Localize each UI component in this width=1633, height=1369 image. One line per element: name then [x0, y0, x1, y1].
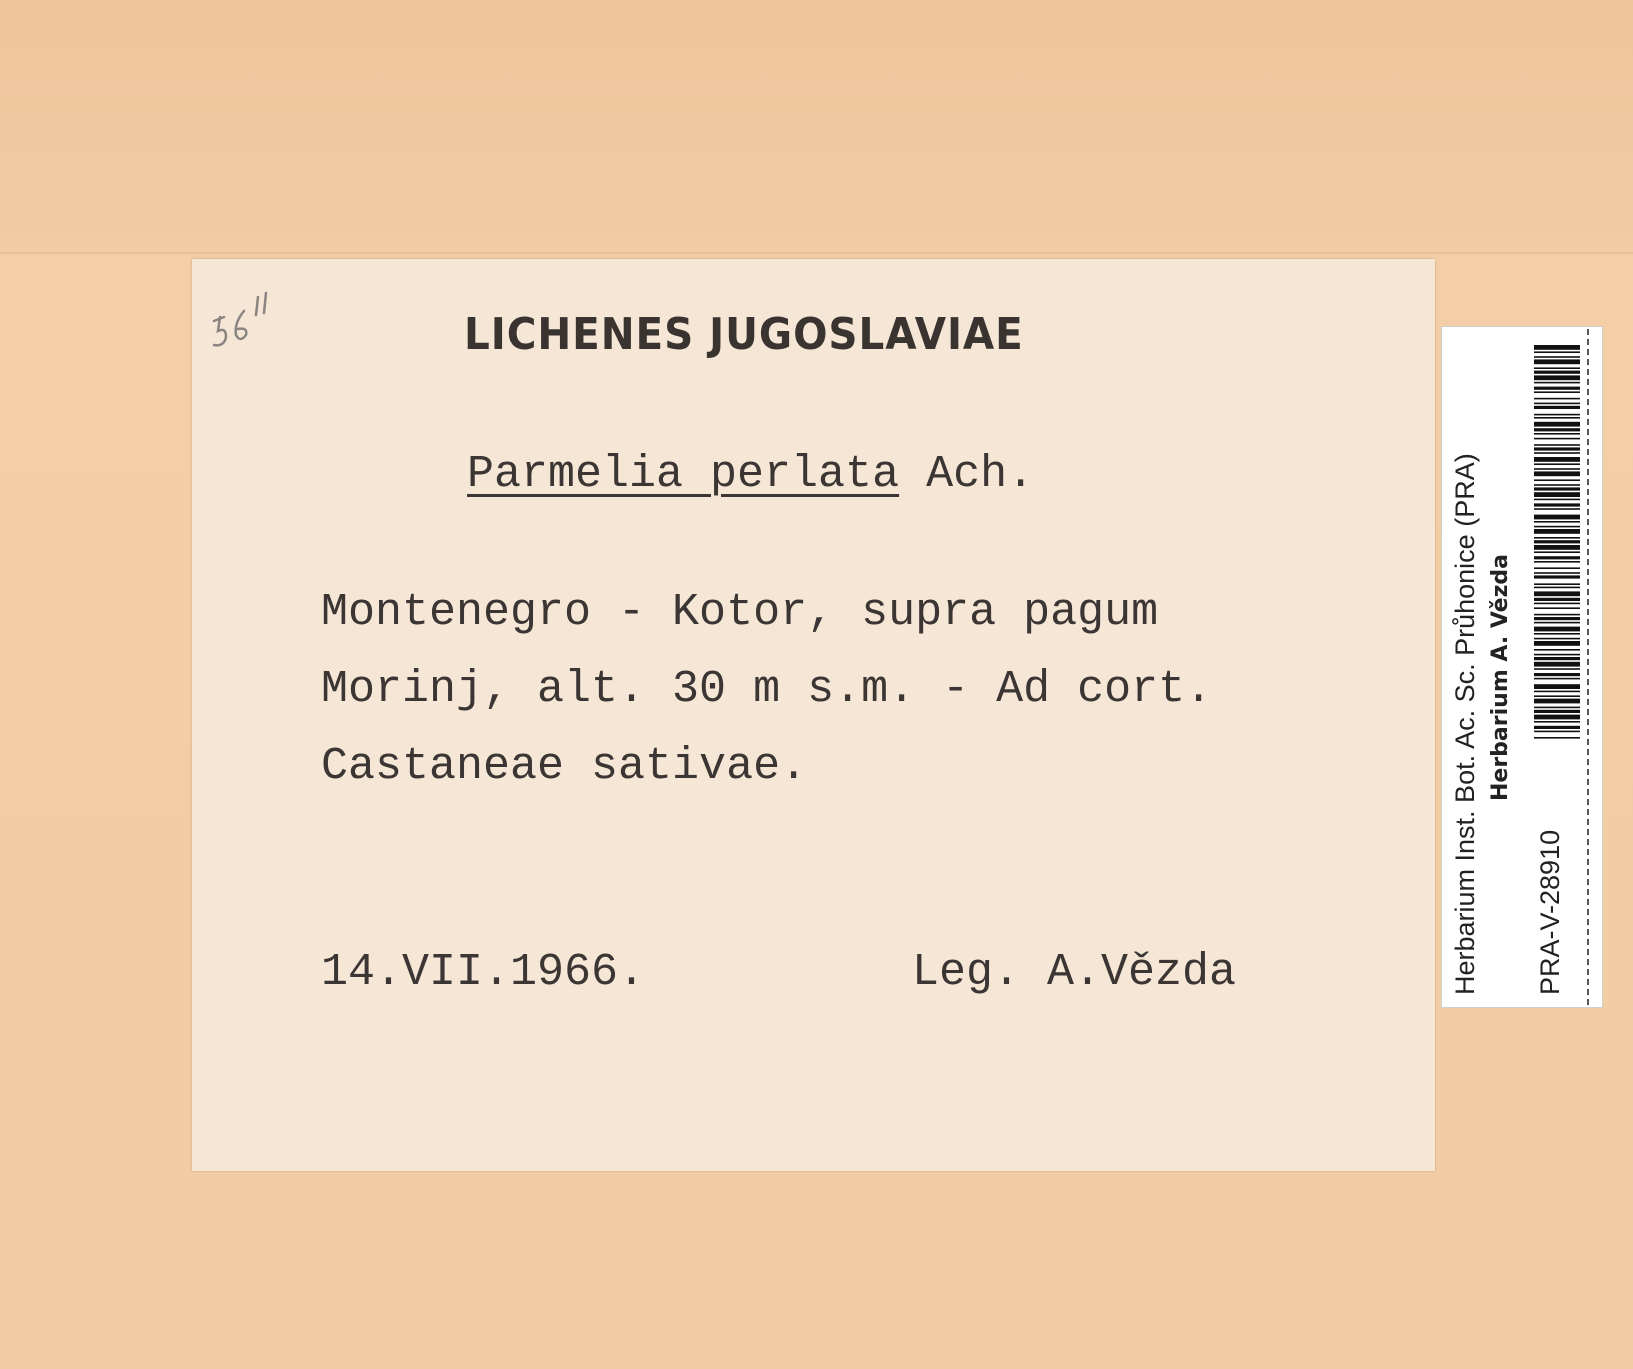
species-author: Ach.	[899, 449, 1035, 500]
barcode-bar	[1534, 649, 1580, 651]
species-line	[467, 449, 1034, 500]
barcode-bar	[1534, 375, 1580, 380]
barcode-bar	[1534, 614, 1580, 616]
barcode-bar	[1534, 540, 1580, 543]
species-name: Parmelia perlata	[467, 449, 900, 500]
barcode-bar	[1534, 406, 1580, 409]
barcode-bar	[1534, 641, 1580, 646]
barcode-bar	[1534, 433, 1580, 435]
barcode-bar	[1534, 715, 1580, 720]
barcode-bar	[1534, 591, 1580, 596]
collector: Leg. A.Vězda	[912, 947, 1237, 998]
barcode-bar	[1534, 607, 1580, 609]
collection-date: 14.VII.1966.	[321, 947, 646, 998]
barcode-bar	[1534, 707, 1580, 709]
barcode-bar	[1534, 556, 1580, 559]
herbarium-barcode-label	[1441, 326, 1603, 1008]
barcode-bar	[1534, 603, 1580, 605]
barcode-bar	[1534, 487, 1580, 490]
barcode-bar	[1534, 457, 1580, 462]
barcode-bar	[1534, 422, 1580, 427]
barcode-bar	[1534, 515, 1580, 520]
barcode-bar	[1534, 662, 1580, 667]
barcode-bar	[1534, 382, 1580, 384]
barcode-bar	[1534, 387, 1580, 390]
barcode-bar	[1534, 695, 1580, 697]
cut-line	[1587, 329, 1589, 1005]
barcode-bar	[1534, 484, 1580, 486]
barcode-bar	[1534, 471, 1580, 476]
series-title: LICHENES JUGOSLAVIAE	[464, 309, 1024, 360]
barcode-bar	[1534, 438, 1580, 440]
specimen-label	[192, 259, 1435, 1171]
barcode-bar	[1534, 403, 1580, 405]
barcode-bar	[1534, 638, 1580, 640]
barcode-bar	[1534, 444, 1580, 446]
barcode-bar	[1534, 561, 1580, 563]
barcode-bar	[1534, 678, 1580, 680]
barcode-bar	[1534, 567, 1580, 569]
barcode-bar	[1534, 417, 1580, 419]
barcode-bar	[1534, 737, 1580, 739]
barcode-bar	[1534, 371, 1580, 374]
collection-name: Herbarium A. Vězda	[1488, 553, 1513, 801]
barcode-bar	[1534, 721, 1580, 723]
barcode-bar	[1534, 351, 1580, 353]
barcode-icon	[1534, 345, 1580, 741]
barcode-bar	[1534, 726, 1580, 729]
barcode-bar	[1534, 492, 1580, 497]
barcode-bar	[1534, 654, 1580, 656]
barcode-bar	[1534, 622, 1580, 624]
barcode-bar	[1534, 583, 1580, 585]
barcode-bar	[1534, 479, 1580, 481]
barcode-bar	[1534, 345, 1580, 350]
barcode-bar	[1534, 617, 1580, 620]
barcode-bar	[1534, 598, 1580, 601]
barcode-bar	[1534, 545, 1580, 550]
barcode-bar	[1534, 398, 1580, 400]
barcode-bar	[1534, 463, 1580, 465]
barcode-bar	[1534, 668, 1580, 670]
barcode-bar	[1534, 508, 1580, 510]
barcode-bar	[1534, 572, 1580, 574]
barcode-bar	[1534, 447, 1580, 450]
barcode-bar	[1534, 414, 1580, 416]
sheet-edge-line	[0, 252, 1633, 254]
barcode-bar	[1534, 684, 1580, 689]
locality-line-2: Morinj, alt. 30 m s.m. - Ad cort.	[321, 664, 1213, 715]
barcode-bar	[1534, 627, 1580, 632]
handwritten-note-mark	[200, 271, 290, 361]
barcode-bar	[1534, 587, 1580, 589]
barcode-bar	[1534, 359, 1580, 364]
locality-line-1: Montenegro - Kotor, supra pagum	[321, 587, 1159, 638]
barcode-bar	[1534, 503, 1580, 506]
locality-line-3: Castaneae sativae.	[321, 741, 808, 792]
barcode-bar	[1534, 551, 1580, 553]
barcode-bar	[1534, 537, 1580, 539]
barcode-bar	[1534, 367, 1580, 369]
specimen-id: PRA-V-28910	[1535, 829, 1565, 995]
barcode-bar	[1534, 529, 1580, 534]
barcode-bar	[1534, 428, 1580, 431]
barcode-bar	[1534, 710, 1580, 713]
barcode-bar	[1534, 699, 1580, 704]
barcode-bar	[1534, 731, 1580, 733]
barcode-bar	[1534, 521, 1580, 523]
barcode-bar	[1534, 673, 1580, 676]
barcode-bar	[1534, 691, 1580, 693]
barcode-bar	[1534, 633, 1580, 635]
barcode-bar	[1534, 526, 1580, 528]
barcode-bar	[1534, 356, 1580, 358]
barcode-bar	[1534, 391, 1580, 393]
barcode-bar	[1534, 499, 1580, 501]
institution-name: Herbarium Inst. Bot. Ac. Sc. Průhonice (PRA)	[1450, 453, 1480, 995]
barcode-bar	[1534, 575, 1580, 578]
barcode-bar	[1534, 468, 1580, 470]
barcode-bar	[1534, 657, 1580, 660]
barcode-bar	[1534, 452, 1580, 454]
